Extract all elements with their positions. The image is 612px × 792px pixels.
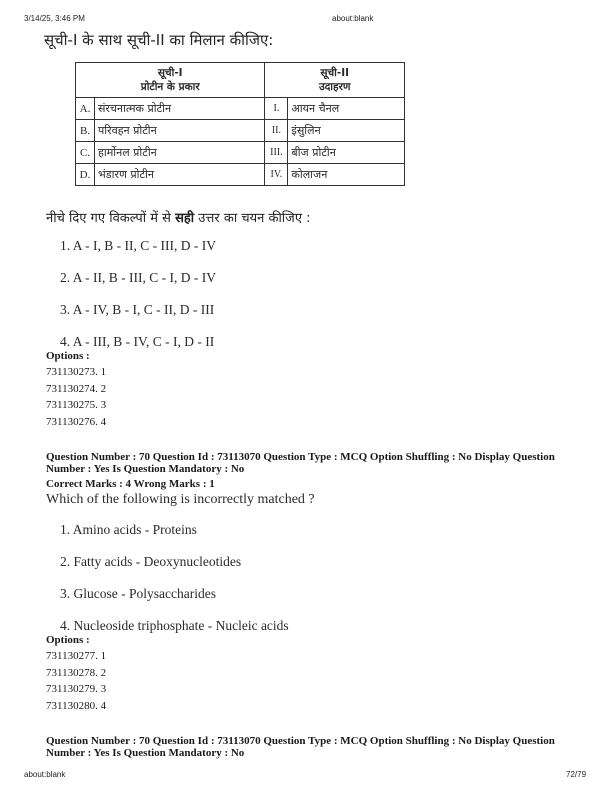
list2-item: बीज प्रोटीन [288,142,405,164]
table-row [76,164,405,186]
question-meta-line: Number : Yes Is Question Mandatory : No [46,747,245,759]
footer-url: about:blank [24,770,66,779]
options-label: Options : [46,350,90,362]
question-text: Which of the following is incorrectly matched ? [46,492,315,507]
option-id: 731130273. 1 [46,366,107,378]
question-meta-line: Question Number : 70 Question Id : 73113070 Question Type : MCQ Option Shuffling : No Display Question [46,451,555,463]
option-3: 3. Glucose - Polysaccharides [60,586,216,601]
instruction-text: नीचे दिए गए विकल्पों में से [46,211,176,226]
print-url: about:blank [332,14,374,23]
list2-item: इंसुलिन [288,120,405,142]
option-1: 1. Amino acids - Proteins [60,522,197,537]
list2-title: सूची-II [320,67,350,79]
option-id: 731130278. 2 [46,667,107,679]
question-title: सूची-I के साथ सूची-II का मिलान कीजिए: [44,31,274,49]
option-3: 3. A - IV, B - I, C - II, D - III [60,302,215,317]
row-label-iv: IV. [265,164,288,186]
question-meta [46,735,566,759]
question-meta [46,451,566,475]
answer-instruction [46,208,311,226]
list1-title: सूची-I [157,67,183,79]
list1-item: संरचनात्मक प्रोटीन [95,98,265,120]
option-id: 731130280. 4 [46,700,107,712]
option-id: 731130274. 2 [46,383,107,395]
list2-subtitle: उदाहरण [318,81,351,93]
option-id: 731130279. 3 [46,683,107,695]
list1-item: हार्मोनल प्रोटीन [95,142,265,164]
question-meta-line: Question Number : 70 Question Id : 73113070 Question Type : MCQ Option Shuffling : No Display Question [46,735,555,747]
table-row [76,120,405,142]
print-datetime: 3/14/25, 3:46 PM [24,14,85,23]
list1-subtitle: प्रोटीन के प्रकार [140,81,200,93]
instruction-emphasis: सही [175,211,195,226]
list2-item: आयन चैनल [288,98,405,120]
option-id: 731130276. 4 [46,416,107,428]
option-id: 731130277. 1 [46,650,107,662]
instruction-text-end: उत्तर का चयन कीजिए : [194,211,311,226]
row-label-b: B. [76,120,95,142]
options-label: Options : [46,634,90,646]
question-marks: Correct Marks : 4 Wrong Marks : 1 [46,478,215,490]
row-label-ii: II. [265,120,288,142]
table-row [76,98,405,120]
table-header-row [76,63,405,98]
match-table [75,62,405,186]
option-id: 731130275. 3 [46,399,107,411]
row-label-c: C. [76,142,95,164]
row-label-i: I. [265,98,288,120]
list1-header [76,63,265,98]
row-label-a: A. [76,98,95,120]
row-label-d: D. [76,164,95,186]
page-number: 72/79 [566,770,587,779]
option-2: 2. A - II, B - III, C - I, D - IV [60,270,216,285]
option-2: 2. Fatty acids - Deoxynucleotides [60,554,242,569]
row-label-iii: III. [265,142,288,164]
list2-item: कोलाजन [288,164,405,186]
list1-item: भंडारण प्रोटीन [95,164,265,186]
list1-item: परिवहन प्रोटीन [95,120,265,142]
table-row [76,142,405,164]
option-4: 4. A - III, B - IV, C - I, D - II [60,334,215,349]
question-meta-line: Number : Yes Is Question Mandatory : No [46,463,245,475]
option-4: 4. Nucleoside triphosphate - Nucleic acids [60,618,289,633]
option-1: 1. A - I, B - II, C - III, D - IV [60,238,216,253]
list2-header [265,63,405,98]
